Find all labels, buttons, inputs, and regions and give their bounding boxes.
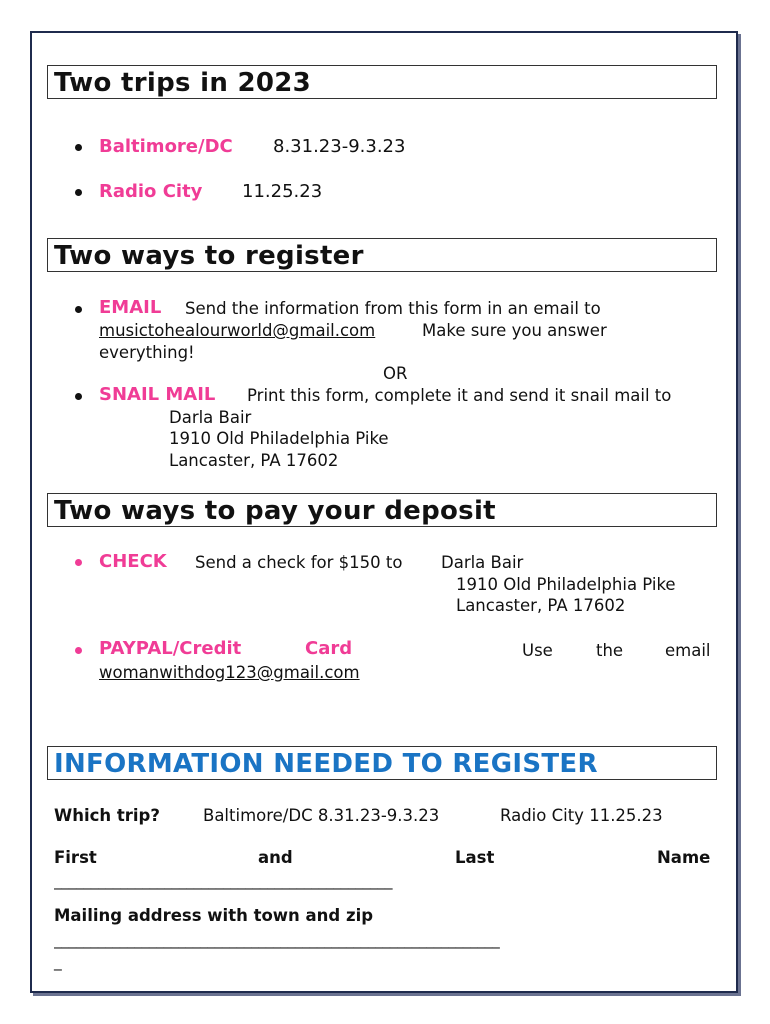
trip-option-radiocity: Radio City 11.25.23: [500, 806, 663, 825]
check-addr-street: 1910 Old Philadelphia Pike: [456, 575, 676, 594]
info-heading: INFORMATION NEEDED TO REGISTER: [47, 746, 717, 780]
or-text: OR: [383, 364, 408, 383]
bullet-icon: [75, 559, 82, 566]
bullet-icon: [75, 647, 82, 654]
trip-option-baltimore: Baltimore/DC 8.31.23-9.3.23: [203, 806, 440, 825]
deposit-heading: Two ways to pay your deposit: [47, 493, 717, 527]
email-address-link[interactable]: musictohealourworld@gmail.com: [99, 321, 376, 340]
check-addr-name: Darla Bair: [441, 553, 524, 572]
paypal-use: Use: [522, 641, 553, 660]
mailing-blank-tail: _: [54, 953, 62, 971]
which-trip-label: Which trip?: [54, 806, 160, 825]
name-name-word: Name: [657, 848, 711, 867]
mailing-address-label: Mailing address with town and zip: [54, 906, 374, 925]
email-line1: Send the information from this form in an email to: [185, 299, 601, 318]
snail-mail-line1: Print this form, complete it and send it snail mail to: [247, 386, 672, 405]
email-label: EMAIL: [99, 297, 162, 318]
mailing-blank-line[interactable]: _____________________________________________________________: [54, 931, 500, 949]
name-last-word: Last: [455, 848, 495, 867]
check-addr-city: Lancaster, PA 17602: [456, 596, 626, 615]
bullet-icon: [75, 189, 82, 196]
bullet-icon: [75, 144, 82, 151]
paypal-label: PAYPAL/Credit: [99, 638, 242, 659]
name-and-word: and: [258, 848, 293, 867]
snail-mail-label: SNAIL MAIL: [99, 384, 216, 405]
trip-baltimore-label: Baltimore/DC: [99, 136, 233, 157]
name-blank-line[interactable]: ______________________________________________: [54, 872, 393, 890]
paypal-email-word: email: [665, 641, 711, 660]
snail-addr-city: Lancaster, PA 17602: [169, 451, 339, 470]
email-line3: everything!: [99, 343, 195, 362]
name-first-word: First: [54, 848, 97, 867]
paypal-the: the: [596, 641, 624, 660]
snail-addr-street: 1910 Old Philadelphia Pike: [169, 429, 389, 448]
email-line2: Make sure you answer: [422, 321, 607, 340]
trip-baltimore-dates: 8.31.23-9.3.23: [273, 136, 406, 157]
paypal-card-label: Card: [305, 638, 353, 659]
trip-radiocity-dates: 11.25.23: [242, 181, 323, 202]
check-label: CHECK: [99, 551, 167, 572]
bullet-icon: [75, 306, 82, 313]
trip-radiocity-label: Radio City: [99, 181, 203, 202]
bullet-icon: [75, 393, 82, 400]
register-heading: Two ways to register: [47, 238, 717, 272]
snail-addr-name: Darla Bair: [169, 408, 252, 427]
trips-heading: Two trips in 2023: [47, 65, 717, 99]
paypal-email-link[interactable]: womanwithdog123@gmail.com: [99, 663, 360, 682]
check-line1: Send a check for $150 to: [195, 553, 403, 572]
